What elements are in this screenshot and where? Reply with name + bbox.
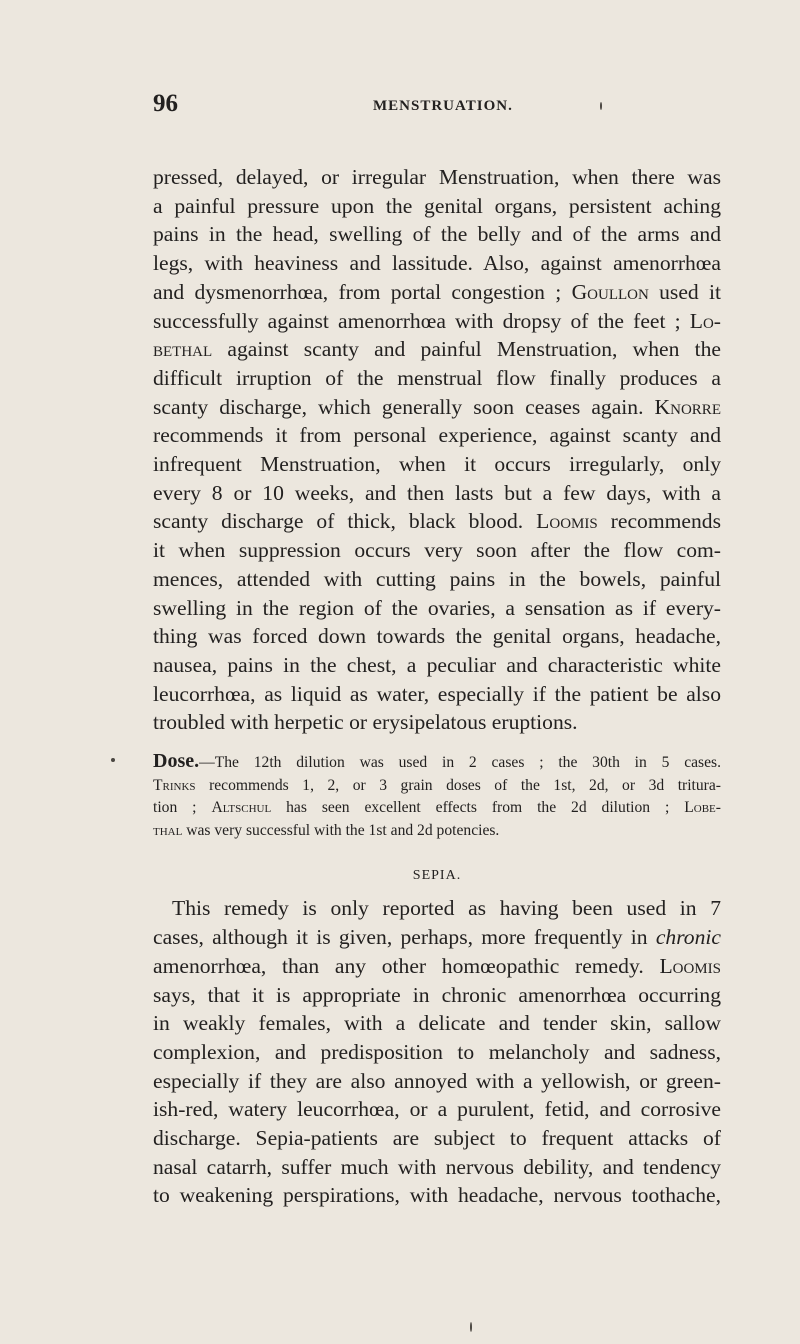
author-name: Lobe- [684,799,721,817]
author-name: thal [153,821,183,839]
text-line: pains in the head, swelling of the belly and of the arms and [153,222,721,247]
text-line: nasal catarrh, suffer much with nervous debility, and tendency [153,1154,721,1179]
ink-speck [600,102,602,110]
author-name: bethal [153,337,213,362]
text-line: Trinks recommends 1, 2, or 3 grain doses of the 1st, 2d, or 3d tritura- [153,776,721,794]
text-line: scanty discharge, which generally soon ceases again. Knorre [153,394,721,419]
text-line: ish-red, watery leucorrhœa, or a purulent, fetid, and corrosive [153,1097,721,1122]
text-line: mences, attended with cutting pains in the bowels, painful [153,566,721,591]
author-name: Trinks [153,776,196,794]
text-line: successfully against amenorrhœa with dropsy of the feet ; Lo- [153,308,721,333]
text-line: infrequent Menstruation, when it occurs irregularly, only [153,452,721,477]
section-heading: SEPIA. [412,868,462,884]
text-line: tion ; Altschul has seen excellent effects from the 2d dilution ; Lobe- [153,799,721,817]
text-line: difficult irruption of the menstrual flow finally produces a [153,365,721,390]
ink-speck [111,758,115,762]
text-line: especially if they are also annoyed with a yellowish, or green- [153,1068,721,1093]
text-line: pressed, delayed, or irregular Menstruation, when there was [153,165,721,189]
text-line: every 8 or 10 weeks, and then lasts but a few days, with a [153,480,721,505]
text-line: nausea, pains in the chest, a peculiar and characteristic white [153,652,721,677]
text-line: legs, with heaviness and lassitude. Also, against amenorrhœa [153,251,721,276]
text-line: amenorrhœa, than any other homœopathic remedy. Loomis [153,953,721,978]
text-line: troubled with herpetic or erysipelatous eruptions. [153,710,578,735]
text-line: recommends it from personal experience, against scanty and [153,423,721,448]
paragraph-menstruation [153,163,721,737]
text-line: complexion, and predisposition to melancholy and sadness, [153,1039,721,1064]
paragraph-sepia [153,894,721,1210]
page-body [153,163,721,1210]
text-line: thing was forced down towards the genital organs, headache, [153,624,721,649]
text-line: Dose.—The 12th dilution was used in 2 cases ; the 30th in 5 cases. [153,750,721,773]
page-number: 96 [153,90,178,117]
author-name: Loomis [536,509,598,534]
text-line: swelling in the region of the ovaries, a sensation as if every- [153,595,721,620]
author-name: Loomis [659,953,721,978]
text-line: in weakly females, with a delicate and tender skin, sallow [153,1011,721,1036]
text-line: it when suppression occurs very soon after the flow com- [153,538,721,563]
text-line: and dysmenorrhœa, from portal congestion ; Goullon used it [153,279,721,304]
text-line: This remedy is only reported as having been used in 7 [172,896,721,921]
page-header [153,90,713,130]
text-line: discharge. Sepia-patients are subject to frequent attacks of [153,1126,721,1151]
text-line: bethal against scanty and painful Menstruation, when the [153,337,722,362]
text-line: thal was very successful with the 1st and 2d potencies. [153,821,500,839]
dose-label: Dose. [153,750,200,773]
author-name: Goullon [571,279,649,304]
text-line: leucorrhœa, as liquid as water, especially if the patient be also [153,681,721,706]
text-line: says, that it is appropriate in chronic amenorrhœa occurring [153,982,721,1007]
dose-paragraph [153,750,721,842]
author-name: Knorre [654,394,721,419]
author-name: Altschul [211,799,272,817]
text-line: cases, although it is given, perhaps, more frequently in chronic [153,925,721,950]
author-name: Lo- [689,308,721,333]
running-head: MENSTRUATION. [373,98,513,114]
ink-speck [470,1322,472,1332]
text-line: a painful pressure upon the genital organs, persistent aching [153,193,721,218]
text-line: scanty discharge of thick, black blood. Loomis recommends [153,509,722,534]
italic-term: chronic [655,925,721,950]
text-line: to weakening perspirations, with headache, nervous toothache, [153,1183,721,1208]
